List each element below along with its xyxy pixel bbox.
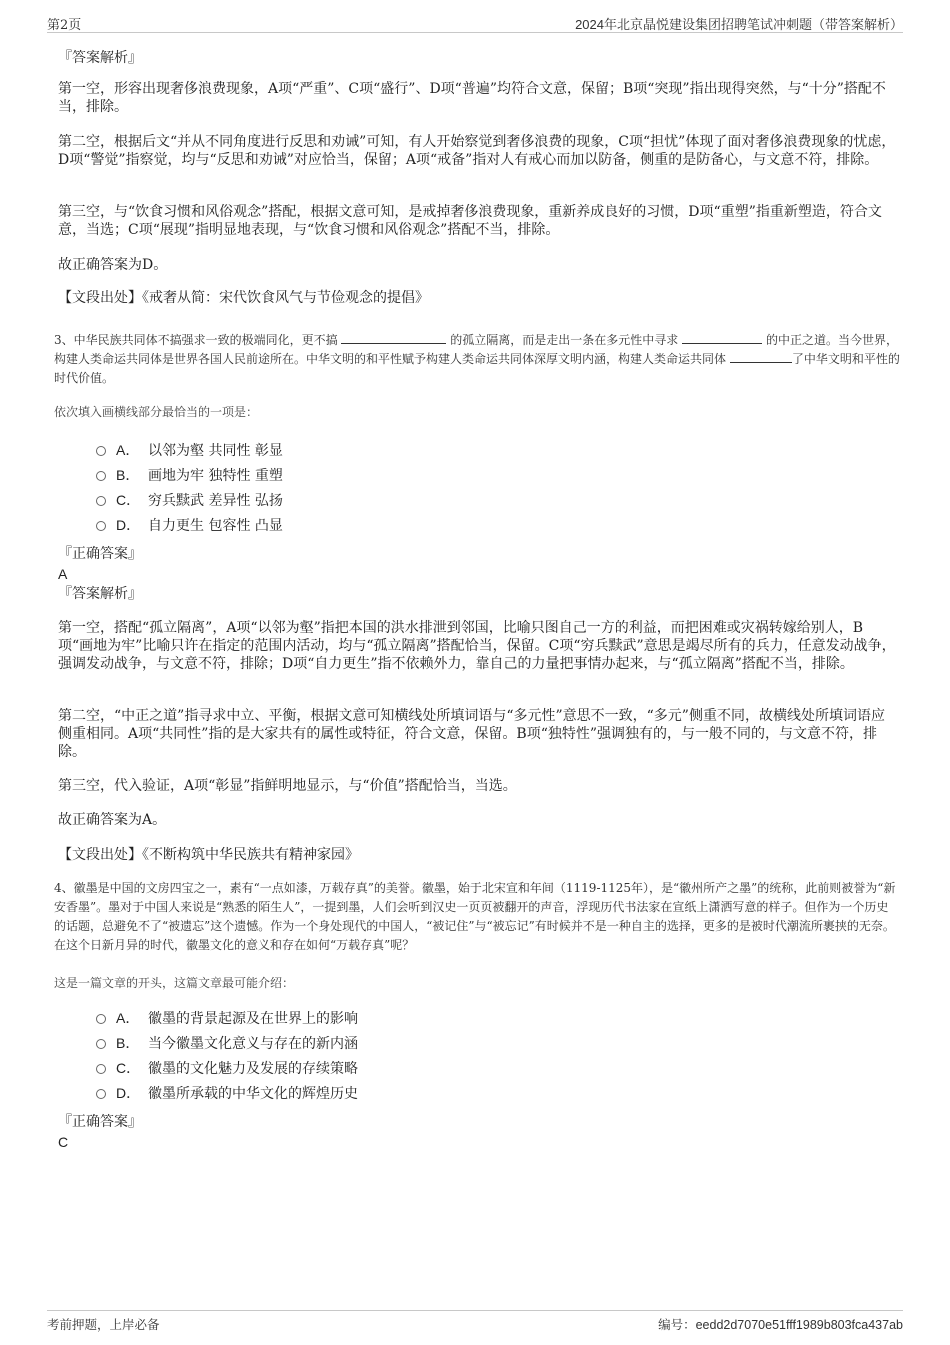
fill-blank bbox=[341, 331, 446, 344]
page-header bbox=[47, 12, 903, 33]
correct-answer-value: A bbox=[58, 566, 68, 582]
option-d[interactable]: D． 徽墨所承载的中华文化的辉煌历史 bbox=[96, 1083, 358, 1103]
correct-answer-label: 『正确答案』 bbox=[58, 546, 142, 562]
analysis-paragraph: 第一空，搭配“孤立隔离”，A项“以邻为壑”指把本国的洪水排泄到邻国，比喻只图自己一方的利益，而把困难或灾祸转嫁给别人，B项“画地为牢”比喻只许在指定的范围内活动，均与“孤立隔离”搭配恰当，保留。C项“穷兵黩武”意思是竭尽所有的兵力，任意发动战争，强调发动战争，与文意不符，排除；D项“自力更生”指不依赖外力，靠自己的力量把事情办起来，与“孤立隔离”搭配不当，排除。 bbox=[58, 620, 896, 672]
source-citation: 【文段出处】《戒奢从简：宋代饮食风气与节俭观念的提倡》 bbox=[58, 290, 429, 306]
radio-icon[interactable] bbox=[96, 521, 106, 531]
radio-icon[interactable] bbox=[96, 1064, 106, 1074]
option-c[interactable]: C． 徽墨的文化魅力及发展的存续策略 bbox=[96, 1058, 358, 1078]
option-a[interactable]: A． 徽墨的背景起源及在世界上的影响 bbox=[96, 1008, 358, 1028]
radio-icon[interactable] bbox=[96, 1014, 106, 1024]
radio-icon[interactable] bbox=[96, 446, 106, 456]
analysis-label: 『答案解析』 bbox=[58, 586, 142, 602]
option-b[interactable]: B． 画地为牢 独特性 重塑 bbox=[96, 465, 283, 485]
source-citation: 【文段出处】《不断构筑中华民族共有精神家园》 bbox=[58, 847, 359, 863]
page-footer bbox=[47, 1310, 903, 1335]
analysis-paragraph: 第二空，根据后文“并从不同角度进行反思和劝诫”可知，有人开始察觉到奢侈浪费的现象，C项“担忧”体现了面对奢侈浪费现象的忧虑，D项“警觉”指察觉，均与“反思和劝诫”对应恰当，保留；A项“戒备”指对人有戒心而加以防备，侧重的是防备心，与文意不符，排除。 bbox=[58, 134, 896, 168]
analysis-paragraph: 第三空，与“饮食习惯和风俗观念”搭配，根据文意可知，是戒掉奢侈浪费现象，重新养成良好的习惯，D项“重塑”指重新塑造，符合文意，当选；C项“展现”指明显地表现，与“饮食习惯和风俗观念”搭配不当，排除。 bbox=[58, 204, 882, 238]
option-b[interactable]: B． 当今徽墨文化意义与存在的新内涵 bbox=[96, 1033, 358, 1053]
question-4-text: 4、徽墨是中国的文房四宝之一，素有“一点如漆，万载存真”的美誉。徽墨，始于北宋宣和年间（1119-1125年），是“徽州所产之墨”的统称，此前则被誉为“新安香墨”。墨对于中国人来说是“熟悉的陌生人”，一提到墨，人们会听到汉史一页页被翻开的声音，浮现历代书法家在宣纸上潇洒写意的样子。但作为一个历史的话题，总避免不了“被遗忘”这个遗憾。作为一个身处现代的中国人，“被记住”与“被忘记”有时候并不是一种自主的选择，更多的是被时代潮流所裹挟的无奈。在这个日新月异的时代，徽墨文化的意义和存在如何“万载存真”呢？ bbox=[54, 881, 896, 952]
correct-answer-label: 『正确答案』 bbox=[58, 1114, 142, 1130]
fill-blank bbox=[682, 331, 762, 344]
radio-icon[interactable] bbox=[96, 1039, 106, 1049]
correct-answer-value: C bbox=[58, 1134, 69, 1150]
document-title: 2024年北京晶悦建设集团招聘笔试冲刺题（带答案解析） bbox=[575, 17, 903, 32]
question-prompt: 这是一篇文章的开头，这篇文章最可能介绍： bbox=[54, 976, 295, 990]
document-id: 编号：eedd2d7070e51fff1989b803fca437ab bbox=[658, 1318, 903, 1332]
question-prompt: 依次填入画横线部分最恰当的一项是： bbox=[54, 405, 259, 419]
option-d[interactable]: D． 自力更生 包容性 凸显 bbox=[96, 515, 283, 535]
option-a[interactable]: A． 以邻为壑 共同性 彰显 bbox=[96, 440, 283, 460]
radio-icon[interactable] bbox=[96, 496, 106, 506]
page-number: 第2页 bbox=[47, 18, 82, 33]
fill-blank bbox=[730, 350, 792, 363]
analysis-conclusion: 故正确答案为A。 bbox=[58, 812, 167, 828]
analysis-label: 『答案解析』 bbox=[58, 50, 142, 66]
analysis-paragraph: 第一空，形容出现奢侈浪费现象，A项“严重”、C项“盛行”、D项“普遍”均符合文意，保留；B项“突现”指出现得突然，与“十分”搭配不当，排除。 bbox=[58, 81, 886, 115]
analysis-conclusion: 故正确答案为D。 bbox=[58, 257, 168, 273]
analysis-paragraph: 第二空，“中正之道”指寻求中立、平衡，根据文意可知横线处所填词语与“多元性”意思不一致，“多元”侧重不同，故横线处所填词语应侧重相同。A项“共同性”指的是大家共有的属性或特征，符合文意，保留。B项“独特性”强调独有的，与一般不同的，与文意不符，排除。 bbox=[58, 708, 885, 760]
question-3-text: 3、中华民族共同体不搞强求一致的极端同化，更不搞 的孤立隔离，而是走出一条在多元性中寻求 的中正之道。当今世界，构建人类命运共同体是世界各国人民前途所在。中华文明的和平性赋予构建人类命运共同体深厚文明内涵，构建人类命运共同体 了中华文明和平性的时代价值。 bbox=[54, 333, 900, 385]
footer-slogan: 考前押题，上岸必备 bbox=[47, 1317, 160, 1332]
radio-icon[interactable] bbox=[96, 1089, 106, 1099]
analysis-paragraph: 第三空，代入验证，A项“彰显”指鲜明地显示，与“价值”搭配恰当，当选。 bbox=[58, 778, 517, 794]
option-c[interactable]: C． 穷兵黩武 差异性 弘扬 bbox=[96, 490, 283, 510]
radio-icon[interactable] bbox=[96, 471, 106, 481]
